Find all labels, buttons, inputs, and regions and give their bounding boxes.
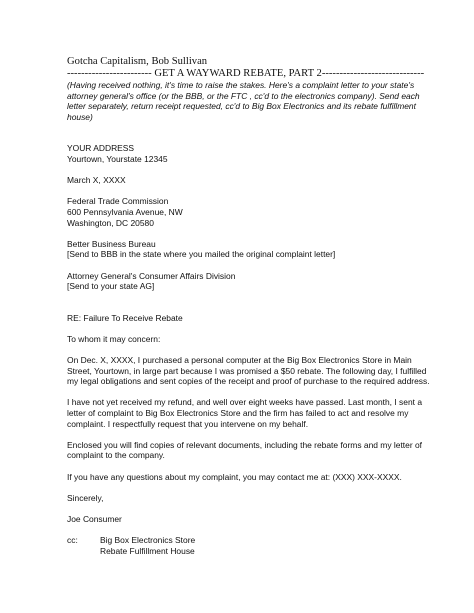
cc-row <box>67 535 427 546</box>
recipient-line: Washington, DC 20580 <box>67 217 154 228</box>
letter-salutation: To whom it may concern: <box>67 333 161 344</box>
recipient-line: [Send to your state AG] <box>67 281 155 292</box>
body-line: On Dec. X, XXXX, I purchased a personal computer at the Big Box Electronics Store in Main <box>67 355 412 366</box>
cc-block <box>67 535 427 556</box>
salutation-block <box>67 334 427 345</box>
body-line: complaint. I respectfully request that you intervene on my behalf. <box>67 418 309 429</box>
cc-row <box>67 546 427 557</box>
body-line: letter of complaint to Big Box Electronics Store and the firm has failed to act and resolve my <box>67 408 409 419</box>
recipient-line: Federal Trade Commission <box>67 196 169 207</box>
letter-signature: Joe Consumer <box>67 513 122 524</box>
body-line: If you have any questions about my complaint, you may contact me at: (XXX) XXX-XXXX. <box>67 471 402 482</box>
recipient-line: [Send to BBB in the state where you mailed the original complaint letter] <box>67 249 336 260</box>
recipient-attorney-general <box>67 271 427 292</box>
recipient-line: Better Business Bureau <box>67 238 156 249</box>
sender-city-line: Yourtown, Yourstate 12345 <box>67 153 168 164</box>
body-paragraph <box>67 472 427 483</box>
recipient-line: 600 Pennsylvania Avenue, NW <box>67 206 183 217</box>
recipient-ftc <box>67 196 427 228</box>
cc-recipient: Rebate Fulfillment House <box>100 545 195 556</box>
document-title: Gotcha Capitalism, Bob Sullivan <box>67 56 208 67</box>
body-paragraph <box>67 397 427 429</box>
part-heading: ------------------------ GET A WAYWARD REBATE, PART 2----------------------------- <box>67 68 425 79</box>
sender-address-label: YOUR ADDRESS <box>67 143 135 154</box>
intro-line: house) <box>67 111 93 122</box>
body-line: my legal obligations and sent copies of the receipt and proof of purchase to the required address. <box>67 376 430 387</box>
body-line: Enclosed you will find copies of relevant documents, including the rebate forms and my letter of <box>67 439 423 450</box>
subject-block <box>67 313 427 324</box>
body-line: complaint to the company. <box>67 450 165 461</box>
recipient-bbb <box>67 239 427 260</box>
cc-label: cc: <box>67 535 78 546</box>
intro-line: (Having received nothing, it's time to raise the stakes. Here's a complaint letter to your state's <box>67 80 415 90</box>
sender-address <box>67 143 427 164</box>
body-paragraph <box>67 355 430 387</box>
body-line: I have not yet received my refund, and well over eight weeks have passed. Last month, I sent a <box>67 397 423 408</box>
letter-subject: RE: Failure To Receive Rebate <box>67 312 183 323</box>
intro-note <box>67 80 427 122</box>
document-header <box>67 56 427 80</box>
letter-page <box>67 56 430 556</box>
cc-recipient: Big Box Electronics Store <box>100 535 196 546</box>
letter-date: March X, XXXX <box>67 175 126 186</box>
letter-date-block <box>67 175 427 186</box>
closing-block <box>67 493 427 504</box>
recipient-line: Attorney General's Consumer Affairs Division <box>67 270 236 281</box>
body-line: Street, Yourtown, in large part because I was promised a $50 rebate. The following day, I fulfilled <box>67 365 427 376</box>
body-paragraph <box>67 440 427 461</box>
signature-block <box>67 514 427 525</box>
letter-closing: Sincerely, <box>67 492 104 503</box>
intro-line: attorney general's office (or the BBB, or the FTC , cc'd to the electronics company). Send each <box>67 90 420 101</box>
intro-line: letter separately, return receipt requested, cc'd to Big Box Electronics and its rebate fulfillment <box>67 101 416 112</box>
